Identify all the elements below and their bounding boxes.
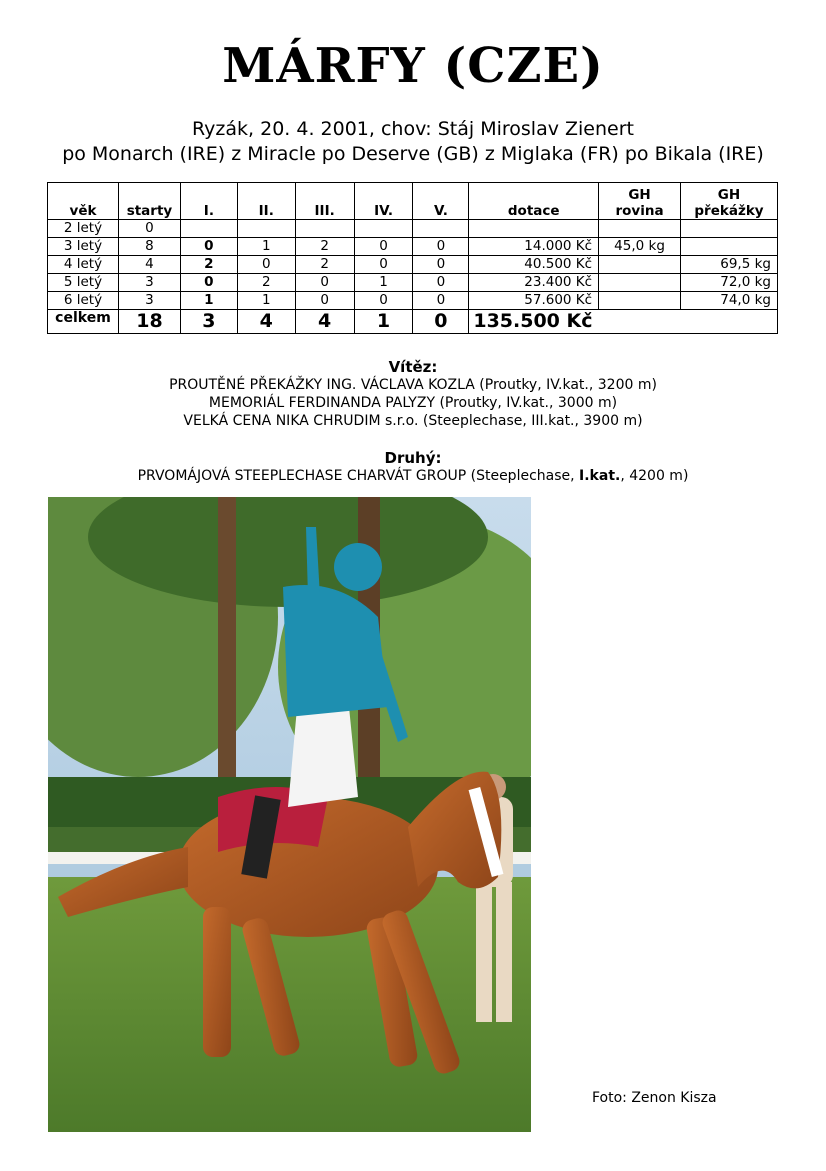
- header-third: III.: [295, 183, 354, 220]
- cell-first: [180, 220, 237, 238]
- cell-prize: 14.000 Kč: [469, 238, 599, 256]
- cell-first: 1: [180, 292, 237, 310]
- second-place-heading: Druhý:: [384, 449, 442, 467]
- cell-third: 2: [295, 256, 354, 274]
- second-place-race-prefix: PRVOMÁJOVÁ STEEPLECHASE CHARVÁT GROUP (Steeplechase,: [137, 468, 580, 484]
- cell-prize: 40.500 Kč: [469, 256, 599, 274]
- header-gh-hurdle-line2: překážky: [694, 203, 764, 219]
- cell-first: 0: [180, 274, 237, 292]
- table-row: [48, 274, 778, 292]
- cell-gh-hurdle: 72,0 kg: [681, 274, 778, 292]
- cell-fifth: 0: [413, 292, 469, 310]
- second-place-race-category: I.kat.: [579, 468, 621, 484]
- cell-age: 3 letý: [48, 238, 119, 256]
- cell-fifth: 0: [413, 256, 469, 274]
- cell-total-starts: 18: [118, 310, 180, 334]
- cell-third: 2: [295, 238, 354, 256]
- cell-starts: 3: [118, 274, 180, 292]
- cell-total-fourth: 1: [354, 310, 413, 334]
- cell-second: [237, 220, 295, 238]
- winner-race: VELKÁ CENA NIKA CHRUDIM s.r.o. (Steeplechase, III.kat., 3900 m): [183, 413, 643, 429]
- cell-second: 2: [237, 274, 295, 292]
- header-gh-hurdle-line1: GH: [717, 187, 741, 203]
- cell-fifth: 0: [413, 274, 469, 292]
- cell-fifth: 0: [413, 238, 469, 256]
- cell-third: [295, 220, 354, 238]
- table-header-row: [48, 183, 778, 220]
- cell-prize: 23.400 Kč: [469, 274, 599, 292]
- cell-total-label: celkem: [48, 310, 119, 334]
- cell-age: 6 letý: [48, 292, 119, 310]
- cell-gh-flat: [599, 292, 681, 310]
- cell-prize: [469, 220, 599, 238]
- cell-second: 0: [237, 256, 295, 274]
- photo-credit: Foto: Zenon Kisza: [592, 1090, 717, 1106]
- winner-race: PROUTĚNÉ PŘEKÁŽKY ING. VÁCLAVA KOZLA (Proutky, IV.kat., 3200 m): [169, 377, 657, 393]
- cell-total-third: 4: [295, 310, 354, 334]
- header-age: věk: [48, 183, 119, 220]
- cell-first: 0: [180, 238, 237, 256]
- header-fourth: IV.: [354, 183, 413, 220]
- cell-gh-flat: [599, 256, 681, 274]
- header-fifth: V.: [413, 183, 469, 220]
- table-row: [48, 256, 778, 274]
- page-title: MÁRFY (CZE): [222, 38, 604, 94]
- race-statistics-table: [47, 182, 778, 334]
- cell-gh-flat: 45,0 kg: [599, 238, 681, 256]
- header-gh-flat: [599, 183, 681, 220]
- cell-second: 1: [237, 292, 295, 310]
- horse-photo: [48, 497, 531, 1132]
- cell-first: 2: [180, 256, 237, 274]
- cell-gh-hurdle: 74,0 kg: [681, 292, 778, 310]
- cell-gh-flat: [599, 274, 681, 292]
- cell-gh-flat: [599, 220, 681, 238]
- cell-second: 1: [237, 238, 295, 256]
- header-gh-flat-line2: rovina: [615, 203, 664, 219]
- winner-section: [0, 358, 826, 430]
- cell-starts: 4: [118, 256, 180, 274]
- cell-total-second: 4: [237, 310, 295, 334]
- winner-heading: Vítěz:: [388, 358, 438, 376]
- cell-fourth: 0: [354, 292, 413, 310]
- cell-fourth: 0: [354, 256, 413, 274]
- cell-fifth: [413, 220, 469, 238]
- cell-third: 0: [295, 274, 354, 292]
- table-row: [48, 220, 778, 238]
- cell-starts: 3: [118, 292, 180, 310]
- cell-fourth: 1: [354, 274, 413, 292]
- table-row: [48, 292, 778, 310]
- cell-gh-hurdle: [681, 220, 778, 238]
- cell-age: 4 letý: [48, 256, 119, 274]
- cell-total-first: 3: [180, 310, 237, 334]
- header-first: I.: [180, 183, 237, 220]
- cell-starts: 8: [118, 238, 180, 256]
- horse-pedigree: po Monarch (IRE) z Miracle po Deserve (GB) z Miglaka (FR) po Bikala (IRE): [62, 143, 764, 165]
- horse-details: Ryzák, 20. 4. 2001, chov: Stáj Miroslav Zienert: [192, 118, 634, 140]
- cell-fourth: 0: [354, 238, 413, 256]
- header-gh-hurdle: [681, 183, 778, 220]
- cell-starts: 0: [118, 220, 180, 238]
- second-place-race: [0, 467, 826, 485]
- cell-third: 0: [295, 292, 354, 310]
- cell-prize: 57.600 Kč: [469, 292, 599, 310]
- header-second: II.: [237, 183, 295, 220]
- cell-total-fifth: 0: [413, 310, 469, 334]
- header-prize: dotace: [469, 183, 599, 220]
- cell-age: 5 letý: [48, 274, 119, 292]
- winner-race: MEMORIÁL FERDINANDA PALYZY (Proutky, IV.kat., 3000 m): [208, 395, 618, 411]
- second-place-section: [0, 449, 826, 485]
- table-row: [48, 238, 778, 256]
- cell-fourth: [354, 220, 413, 238]
- header-gh-flat-line1: GH: [628, 187, 651, 203]
- cell-age: 2 letý: [48, 220, 119, 238]
- table-total-row: [48, 310, 778, 334]
- cell-total-prize: 135.500 Kč: [469, 310, 778, 334]
- second-place-race-suffix: , 4200 m): [620, 468, 689, 484]
- header-starts: starty: [118, 183, 180, 220]
- cell-gh-hurdle: 69,5 kg: [681, 256, 778, 274]
- cell-gh-hurdle: [681, 238, 778, 256]
